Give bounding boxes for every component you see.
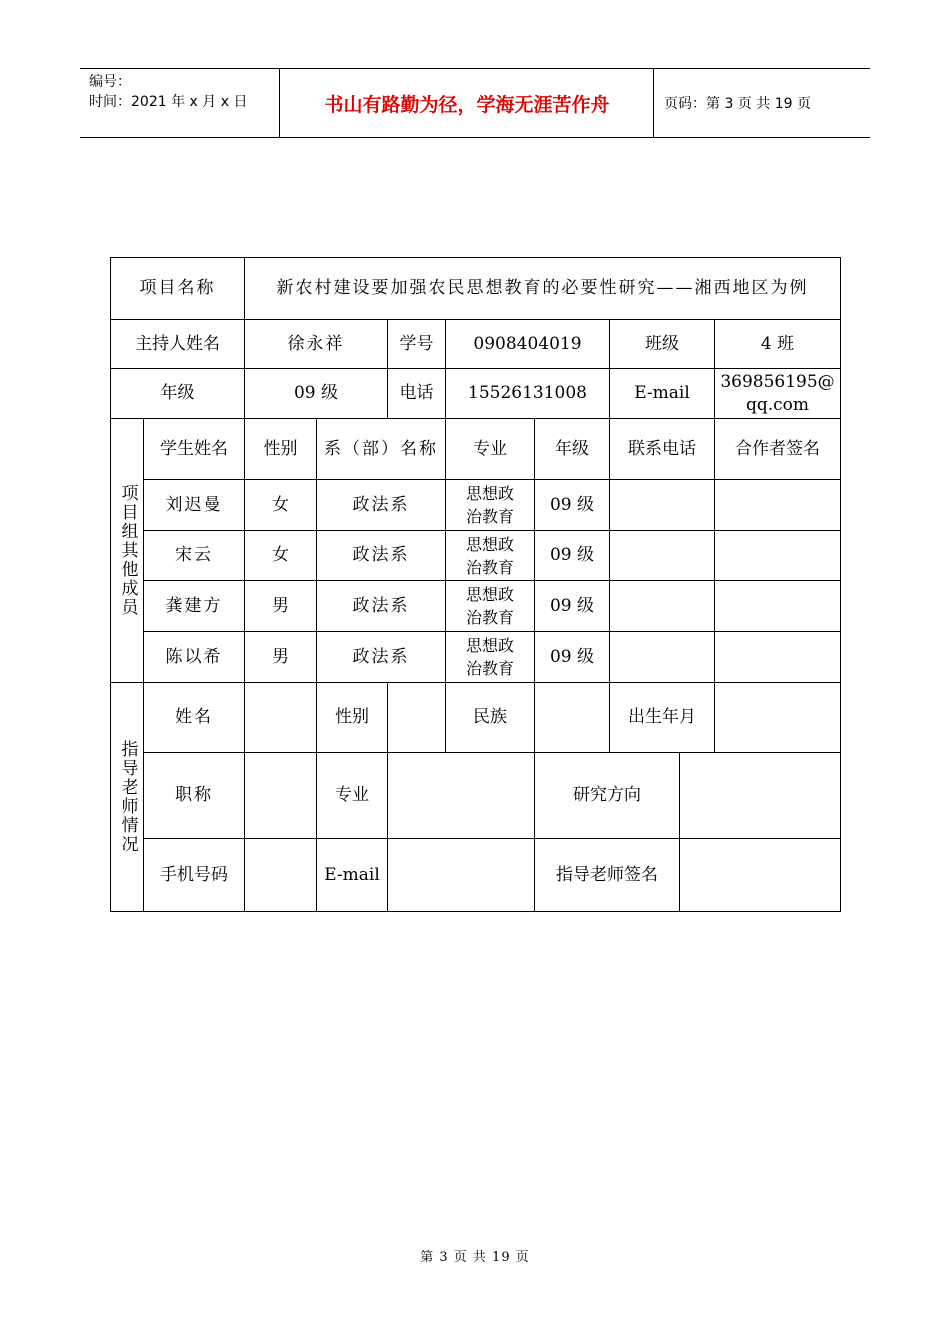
table-row xyxy=(111,839,841,912)
member-grade: 09 级 xyxy=(535,632,610,683)
email-line-2: qq.com xyxy=(745,394,810,415)
advisor-email-label: E-mail xyxy=(317,839,388,912)
advisor-mobile-value xyxy=(245,839,317,912)
header-page-info: 页码：第 3 页 共 19 页 xyxy=(664,96,811,112)
email-value xyxy=(715,369,841,419)
member-signature xyxy=(715,531,841,581)
advisor-research-value xyxy=(680,753,841,839)
member-gender: 女 xyxy=(245,480,317,531)
grade-value: 09 级 xyxy=(245,369,388,419)
email-line-1: 369856195@ xyxy=(720,371,835,392)
advisor-name-label: 姓名 xyxy=(144,683,245,753)
member-grade: 09 级 xyxy=(535,480,610,531)
column-header: 学生姓名 xyxy=(144,419,245,480)
student-id-value: 0908404019 xyxy=(446,320,610,369)
member-dept: 政法系 xyxy=(317,531,446,581)
member-phone xyxy=(610,480,715,531)
member-major xyxy=(446,581,535,632)
advisor-name-value xyxy=(245,683,317,753)
column-header: 专业 xyxy=(446,419,535,480)
leader-name-label: 主持人姓名 xyxy=(111,320,245,369)
page-header xyxy=(80,68,870,138)
student-id-label: 学号 xyxy=(388,320,446,369)
member-gender: 男 xyxy=(245,632,317,683)
table-row xyxy=(111,683,841,753)
leader-name-value: 徐永祥 xyxy=(245,320,388,369)
advisor-group-label xyxy=(111,683,144,912)
header-motto: 书山有路勤为径，学海无涯苦作舟 xyxy=(281,69,654,137)
member-gender: 男 xyxy=(245,581,317,632)
class-value: 4 班 xyxy=(715,320,841,369)
advisor-signature-value xyxy=(680,839,841,912)
advisor-gender-label: 性别 xyxy=(317,683,388,753)
member-dept: 政法系 xyxy=(317,581,446,632)
member-signature xyxy=(715,480,841,531)
advisor-major-value xyxy=(388,753,535,839)
table-row xyxy=(111,419,841,480)
advisor-title-label: 职称 xyxy=(144,753,245,839)
header-meta xyxy=(80,69,280,137)
phone-value: 15526131008 xyxy=(446,369,610,419)
application-form-table xyxy=(110,257,841,912)
number-label: 编号： xyxy=(89,74,131,90)
column-header: 合作者签名 xyxy=(715,419,841,480)
member-gender: 女 xyxy=(245,531,317,581)
phone-label: 电话 xyxy=(388,369,446,419)
member-name: 刘迟曼 xyxy=(144,480,245,531)
advisor-birth-label: 出生年月 xyxy=(610,683,715,753)
member-major-line-1: 思想政 xyxy=(465,636,514,655)
member-major-line-2: 治教育 xyxy=(465,608,514,627)
advisor-email-value xyxy=(388,839,535,912)
advisor-birth-value xyxy=(715,683,841,753)
member-phone xyxy=(610,632,715,683)
table-row xyxy=(111,531,841,581)
page-footer: 第 3 页 共 19 页 xyxy=(420,1250,530,1265)
table-row xyxy=(111,480,841,531)
project-name-label: 项目名称 xyxy=(111,258,245,320)
email-label: E-mail xyxy=(610,369,715,419)
member-major xyxy=(446,632,535,683)
member-name: 龚建方 xyxy=(144,581,245,632)
member-phone xyxy=(610,531,715,581)
column-header: 性别 xyxy=(245,419,317,480)
class-label: 班级 xyxy=(610,320,715,369)
table-row xyxy=(111,369,841,419)
advisor-major-label: 专业 xyxy=(317,753,388,839)
advisor-mobile-label: 手机号码 xyxy=(144,839,245,912)
advisor-signature-label: 指导老师签名 xyxy=(535,839,680,912)
member-major-line-1: 思想政 xyxy=(465,534,514,554)
advisor-ethnicity-label: 民族 xyxy=(446,683,535,753)
member-dept: 政法系 xyxy=(317,632,446,683)
advisor-title-value xyxy=(245,753,317,839)
members-group-label xyxy=(111,419,144,683)
grade-label: 年级 xyxy=(111,369,245,419)
advisor-gender-value xyxy=(388,683,446,753)
time-label: 时间：2021 年 x 月 x 日 xyxy=(89,94,248,110)
advisor-group-text: 指导老师情况 xyxy=(117,740,138,854)
member-major-line-1: 思想政 xyxy=(465,585,514,604)
member-grade: 09 级 xyxy=(535,531,610,581)
members-group-text: 项目组其他成员 xyxy=(117,484,138,617)
member-major-line-2: 治教育 xyxy=(465,659,514,678)
member-signature xyxy=(715,581,841,632)
table-row xyxy=(111,581,841,632)
member-major-line-1: 思想政 xyxy=(465,484,514,503)
table-row xyxy=(111,753,841,839)
member-major-line-2: 治教育 xyxy=(465,557,514,577)
table-row xyxy=(111,632,841,683)
member-major-line-2: 治教育 xyxy=(465,507,514,526)
member-major xyxy=(446,480,535,531)
member-name: 陈以希 xyxy=(144,632,245,683)
table-row xyxy=(111,320,841,369)
column-header: 联系电话 xyxy=(610,419,715,480)
member-grade: 09 级 xyxy=(535,581,610,632)
advisor-research-label: 研究方向 xyxy=(535,753,680,839)
member-major xyxy=(446,531,535,581)
advisor-ethnicity-value xyxy=(535,683,610,753)
table-row xyxy=(111,258,841,320)
column-header: 系（部）名称 xyxy=(317,419,446,480)
member-name: 宋云 xyxy=(144,531,245,581)
column-header: 年级 xyxy=(535,419,610,480)
member-dept: 政法系 xyxy=(317,480,446,531)
member-phone xyxy=(610,581,715,632)
member-signature xyxy=(715,632,841,683)
project-name-value: 新农村建设要加强农民思想教育的必要性研究——湘西地区为例 xyxy=(245,258,841,320)
